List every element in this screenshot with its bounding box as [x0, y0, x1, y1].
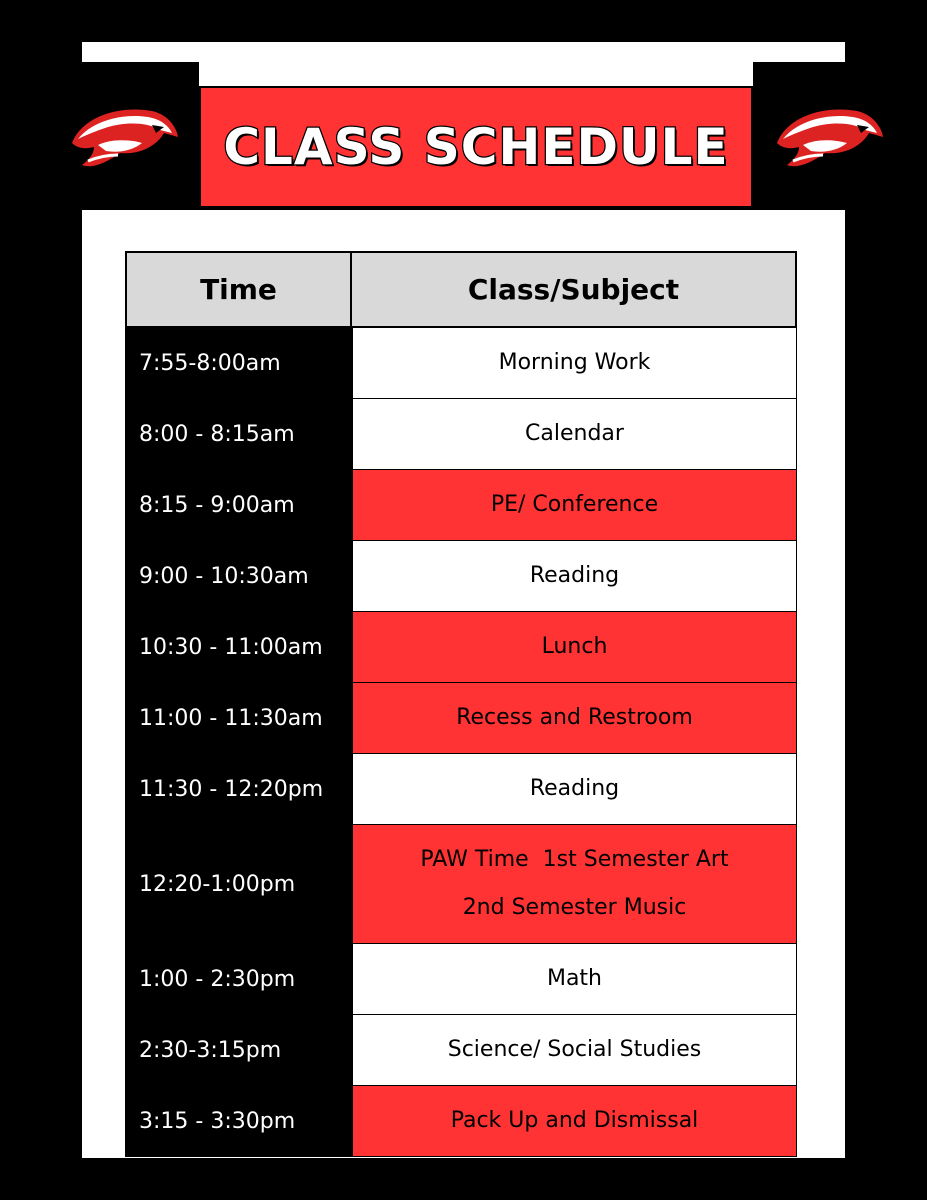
- subject-cell: [352, 754, 797, 825]
- table-row: [125, 754, 797, 825]
- table-body: [125, 328, 797, 1157]
- subject-cell: [352, 1015, 797, 1086]
- subject-cell: [352, 1086, 797, 1157]
- table-row: [125, 470, 797, 541]
- schedule-table: [125, 251, 797, 1157]
- time-cell: 8:00 - 8:15am: [125, 399, 352, 470]
- subject-line: Math: [546, 966, 603, 991]
- column-header-time: Time: [125, 251, 352, 328]
- subject-line: PAW Time 1st Semester Art: [420, 847, 729, 872]
- subject-line: PE/ Conference: [490, 492, 659, 517]
- table-header-row: [125, 251, 797, 328]
- time-cell: 2:30-3:15pm: [125, 1015, 352, 1086]
- time-cell: 8:15 - 9:00am: [125, 470, 352, 541]
- time-cell: 1:00 - 2:30pm: [125, 944, 352, 1015]
- title-banner: [199, 86, 753, 208]
- table-row: [125, 825, 797, 944]
- subject-cell: [352, 541, 797, 612]
- time-cell: 11:30 - 12:20pm: [125, 754, 352, 825]
- table-row: [125, 328, 797, 399]
- subject-cell: [352, 825, 797, 944]
- time-cell: 10:30 - 11:00am: [125, 612, 352, 683]
- table-row: [125, 612, 797, 683]
- subject-cell: [352, 328, 797, 399]
- subject-line: Pack Up and Dismissal: [450, 1108, 699, 1133]
- time-cell: 11:00 - 11:30am: [125, 683, 352, 754]
- table-row: [125, 541, 797, 612]
- subject-line: Reading: [529, 563, 620, 588]
- frame-notch: [199, 62, 753, 86]
- subject-line: Morning Work: [498, 350, 651, 375]
- subject-line: Calendar: [525, 421, 624, 446]
- panther-head-icon: [773, 103, 885, 175]
- time-cell: 9:00 - 10:30am: [125, 541, 352, 612]
- column-header-subject: Class/Subject: [352, 251, 797, 328]
- subject-line: Recess and Restroom: [456, 705, 693, 730]
- table-row: [125, 399, 797, 470]
- subject-line: Science/ Social Studies: [447, 1037, 702, 1062]
- time-cell: 12:20-1:00pm: [125, 825, 352, 944]
- table-row: [125, 1015, 797, 1086]
- subject-cell: [352, 683, 797, 754]
- table-row: [125, 683, 797, 754]
- page-title: CLASS SCHEDULE: [223, 118, 729, 176]
- frame-top: [82, 42, 845, 62]
- table-row: [125, 1086, 797, 1157]
- subject-line: Reading: [529, 776, 620, 801]
- subject-cell: [352, 470, 797, 541]
- subject-line: 2nd Semester Music: [462, 895, 687, 920]
- subject-cell: [352, 399, 797, 470]
- panther-head-icon: [68, 103, 180, 175]
- table-row: [125, 944, 797, 1015]
- subject-cell: [352, 612, 797, 683]
- subject-line: Lunch: [541, 634, 608, 659]
- time-cell: 7:55-8:00am: [125, 328, 352, 399]
- subject-cell: [352, 944, 797, 1015]
- time-cell: 3:15 - 3:30pm: [125, 1086, 352, 1157]
